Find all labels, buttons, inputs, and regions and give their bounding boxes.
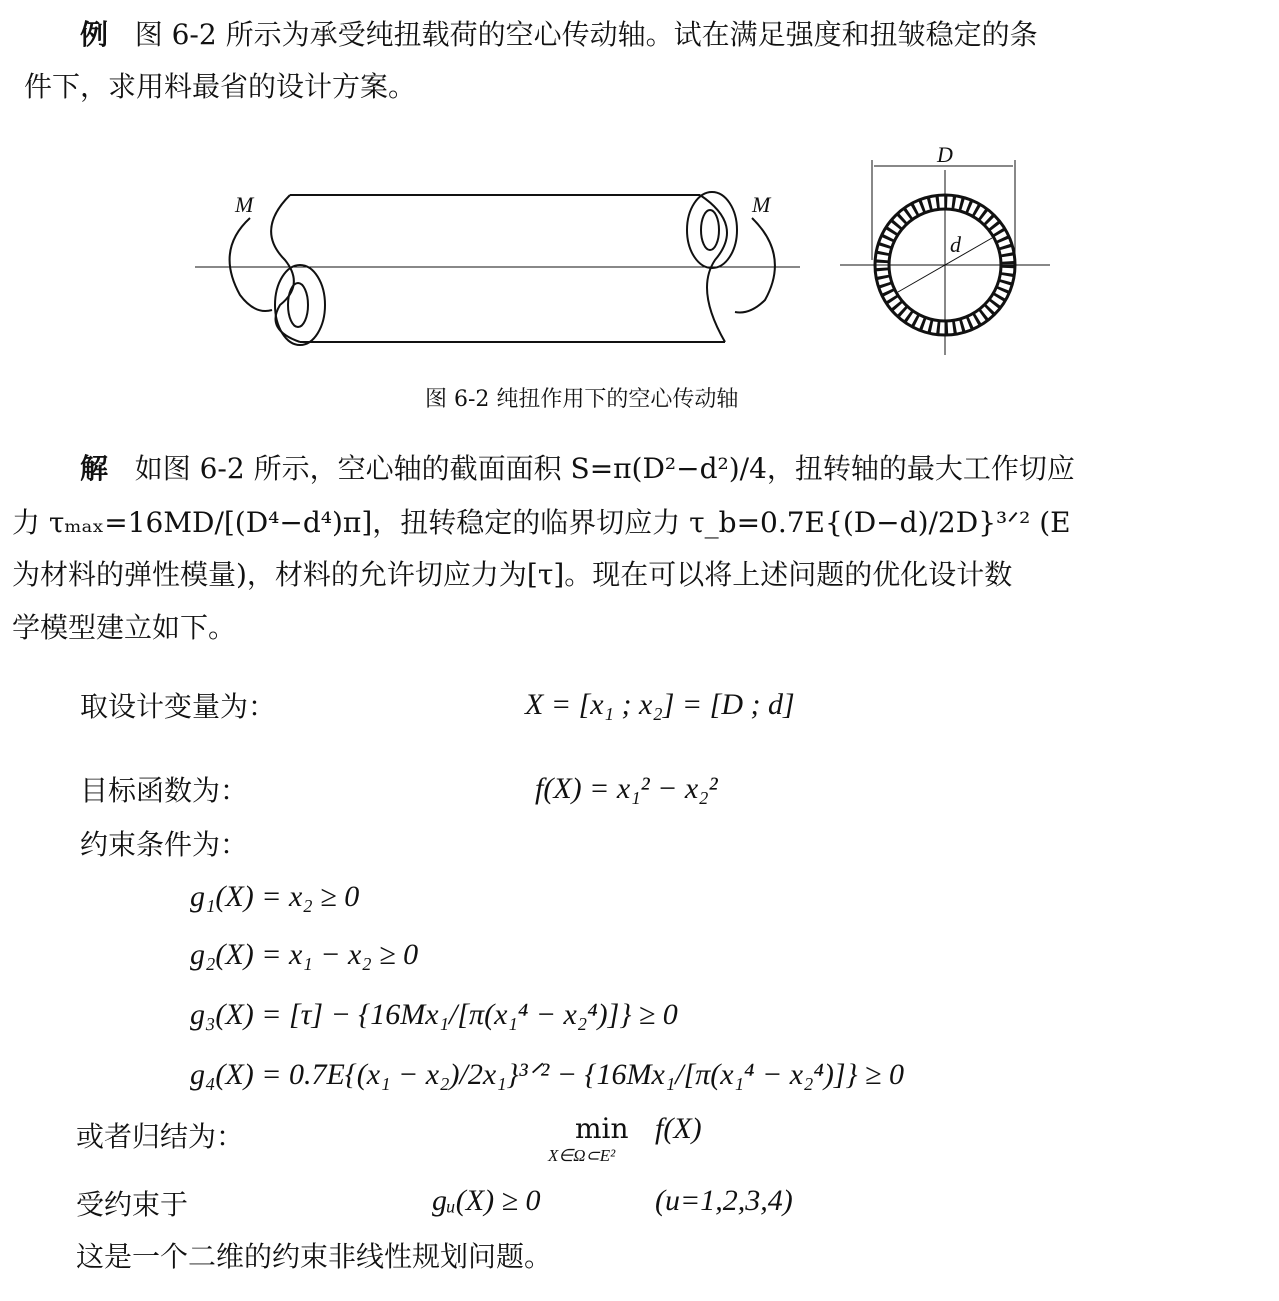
inner-diameter-label: d (950, 232, 961, 257)
solution-line-2: 力 τₘₐₓ=16MD/[(D⁴−d⁴)π]，扭转稳定的临界切应力 τ_b=0.7E{(D−d)/2D}³ᐟ² (E (12, 506, 1071, 539)
summary-domain: X∈Ω⊂E² (548, 1146, 616, 1165)
solution-line-1 (80, 452, 1075, 486)
example-line-2: 件下，求用料最省的设计方案。 (24, 70, 417, 103)
hollow-shaft-figure (0, 130, 1279, 370)
figure-caption: 图 6-2 纯扭作用下的空心传动轴 (425, 387, 739, 412)
moment-left-label: M (235, 192, 254, 217)
solution-label: 解 (80, 452, 109, 485)
solution-text: 如图 6-2 所示，空心轴的截面面积 S=π(D²−d²)/4，扭转轴的最大工作切应 (134, 452, 1075, 485)
subject-label: 受约束于 (76, 1188, 189, 1221)
summary-label: 或者归结为： (76, 1120, 245, 1153)
subject-range: (u=1,2,3,4) (655, 1184, 793, 1217)
variable-label: 取设计变量为： (80, 690, 277, 723)
summary-function: f(X) (655, 1112, 702, 1145)
solution-line-3: 为材料的弹性模量)，材料的允许切应力为[τ]。现在可以将上述问题的优化设计数 (12, 558, 1013, 591)
moment-right-label: M (752, 192, 771, 217)
example-line-1 (80, 18, 1038, 52)
summary-min: min (575, 1112, 629, 1145)
outer-diameter-label: D (937, 142, 953, 167)
constraint-g3: g₃(X) = [τ] − {16Mx₁/[π(x₁⁴ − x₂⁴)]} ≥ 0 (190, 998, 678, 1031)
variable-expression: X = [x₁ ; x₂] = [D ; d] (525, 688, 795, 721)
constraint-g1: g₁(X) = x₂ ≥ 0 (190, 880, 360, 913)
constraint-g2: g₂(X) = x₁ − x₂ ≥ 0 (190, 938, 419, 971)
solution-line-4: 学模型建立如下。 (12, 611, 237, 644)
conclusion: 这是一个二维的约束非线性规划问题。 (76, 1240, 553, 1273)
example-label: 例 (80, 18, 109, 51)
constraint-g4: g₄(X) = 0.7E{(x₁ − x₂)/2x₁}³ᐟ² − {16Mx₁/[π(x₁⁴ − x₂⁴)]} ≥ 0 (190, 1058, 905, 1091)
objective-expression: f(X) = x₁² − x₂² (535, 772, 718, 805)
subject-expression: gᵤ(X) ≥ 0 (432, 1184, 541, 1217)
constraints-label: 约束条件为： (80, 828, 249, 861)
objective-label: 目标函数为： (80, 774, 249, 807)
example-text: 图 6-2 所示为承受纯扭载荷的空心传动轴。试在满足强度和扭皱稳定的条 (134, 18, 1038, 51)
